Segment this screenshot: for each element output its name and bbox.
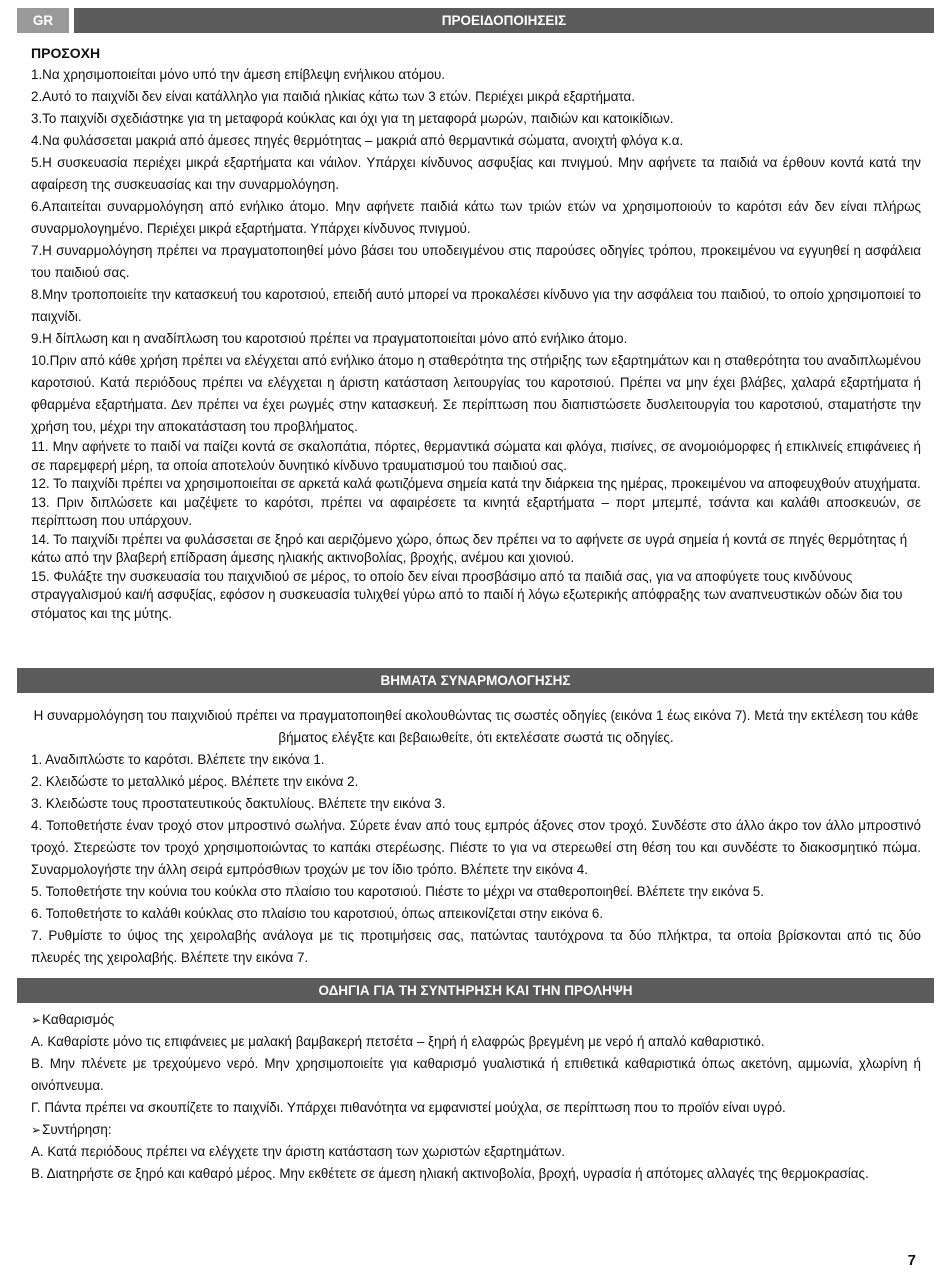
language-tab (17, 8, 69, 33)
warning-item: 1.Να χρησιμοποιείται μόνο υπό την άμεση επίβλεψη ενήλικου ατόμου. (31, 67, 446, 82)
assembly-step: 4. Τοποθετήστε έναν τροχό στον μπροστινό σωλήνα. Σύρετε έναν από τους εμπρός άξονες στον τροχό. Συνδέστε στο άλλο άκρο τον άλλο μπροστινό τροχό. Στερεώστε τον τροχό χρησιμοποιώντας το καπάκι στερέωσης. Πιέστε το για να στερεωθεί στη θέση του και συνδέστε το διακοσμητικό πώμα. Συναρμολογήστε την άλλη σειρά εμπρόσθιων τροχών με τον ίδιο τρόπο. Βλέπετε την εικόνα 4. (31, 818, 921, 877)
assembly-step: 1. Αναδιπλώστε το καρότσι. Βλέπετε την εικόνα 1. (31, 752, 325, 767)
warnings-section (31, 42, 921, 623)
arrow-bullet-icon: ➢ (31, 1123, 42, 1137)
cleaning-heading (31, 1009, 921, 1031)
cleaning-item: Β. Μην πλένετε με τρεχούμενο νερό. Μην χρησιμοποιείτε για καθαρισμό γυαλιστικά ή επιθετικά καθαριστικά όπως ακετόνη, αμμωνία, χλωρίνη ή οινόπνευμα. (31, 1056, 921, 1093)
warning-item: 11. Μην αφήνετε το παιδί να παίζει κοντά σε σκαλοπάτια, πόρτες, θερμαντικά σώματα και φλόγα, πισίνες, σε ανομοιόμορφες ή επικλινείς επιφάνειες ή σε παρεμφερή μέρη, τα οποία αποτελούν δυνητικό κίνδυνο τραυματισμού του παιδιού σας. (31, 439, 921, 473)
upkeep-item: Β. Διατηρήστε σε ξηρό και καθαρό μέρος. Μην εκθέτετε σε άμεση ηλιακή ακτινοβολία, βροχή, υγρασία ή απότομες αλλαγές της θερμοκρασίας. (31, 1166, 869, 1181)
warning-item: 7.Η συναρμολόγηση πρέπει να πραγματοποιηθεί μόνο βάσει του υποδειγμένου στις παρούσες οδηγίες τρόπου, προκειμένου να εγγυηθεί η ασφάλεια του παιδιού σας. (31, 243, 921, 280)
warning-item: 4.Να φυλάσσεται μακριά από άμεσες πηγές θερμότητας – μακριά από θερμαντικά σώματα, ανοιχτή φλόγα κ.α. (31, 133, 684, 148)
warning-item: 3.Το παιχνίδι σχεδιάστηκε για τη μεταφορά κούκλας και όχι για τη μεταφορά μωρών, παιδιών και κατοικίδιων. (31, 111, 674, 126)
upkeep-item: Α. Κατά περιόδους πρέπει να ελέγχετε την άριστη κατάσταση των χωριστών εξαρτημάτων. (31, 1144, 566, 1159)
assembly-step: 3. Κλειδώστε τους προστατευτικούς δακτυλίους. Βλέπετε την εικόνα 3. (31, 796, 446, 811)
warning-item: 13. Πριν διπλώσετε και μαζέψετε το καρότσι, πρέπει να αφαιρέσετε τα κινητά εξαρτήματα – πορτ μπεμπέ, τσάντα και καλάθι αποσκευών, σε περίπτωση που υπάρχουν. (31, 494, 921, 528)
warning-item: 8.Μην τροποποιείτε την κατασκευή του καροτσιού, επειδή αυτό μπορεί να προκαλέσει κίνδυνο για την ασφάλεια του παιδιού, το οποίο χρησιμοποιεί το παιχνίδι. (31, 287, 921, 324)
assembly-step: 7. Ρυθμίστε το ύψος της χειρολαβής ανάλογα με τις προτιμήσεις σας, πατώντας ταυτόχρονα τα δύο πλήκτρα, τα οποία βρίσκονται από τις δύο πλευρές της χειρολαβής. Βλέπετε την εικόνα 7. (31, 928, 921, 965)
upkeep-heading-label: Συντήρηση: (42, 1122, 112, 1137)
assembly-title: ΒΗΜΑΤΑ ΣΥΝΑΡΜΟΛΟΓΗΣΗΣ (380, 673, 571, 688)
assembly-step: 5. Τοποθετήστε την κούνια του κούκλα στο πλαίσιο του καροτσιού. Πιέστε το μέχρι να σταθεροποιηθεί. Βλέπετε την εικόνα 5. (31, 884, 764, 899)
cleaning-item: Α. Καθαρίστε μόνο τις επιφάνειες με μαλακή βαμβακερή πετσέτα – ξηρή ή ελαφρώς βρεγμένη με νερό ή απαλό καθαριστικό. (31, 1034, 765, 1049)
warning-item: 2.Αυτό το παιχνίδι δεν είναι κατάλληλο για παιδιά ηλικίας κάτω των 3 ετών. Περιέχει μικρά εξαρτήματα. (31, 89, 636, 104)
assembly-section (31, 705, 921, 969)
page-header (74, 8, 934, 33)
warning-item: 6.Απαιτείται συναρμολόγηση από ενήλικο άτομο. Μην αφήνετε παιδιά κάτω των τριών ετών να χρησιμοποιούν το καρότσι εάν δεν είναι πλήρως συναρμολογημένο. Περιέχει μικρά εξαρτήματα. Υπάρχει κίνδυνος πνιγμού. (31, 199, 921, 236)
assembly-step: 2. Κλειδώστε το μεταλλικό μέρος. Βλέπετε την εικόνα 2. (31, 774, 359, 789)
maintenance-title: ΟΔΗΓΙΑ ΓΙΑ ΤΗ ΣΥΝΤΗΡΗΣΗ ΚΑΙ ΤΗΝ ΠΡΟΛΗΨΗ (318, 983, 633, 998)
page-number: 7 (907, 1252, 916, 1269)
warnings-heading: ΠΡΟΣΟΧΗ (31, 45, 101, 61)
warning-item: 14. Το παιχνίδι πρέπει να φυλάσσεται σε ξηρό και αεριζόμενο χώρο, όπως δεν πρέπει να το αφήνετε σε υγρά σημεία ή κοντά σε πηγές θερμότητας ή κάτω από την βλαβερή επίδραση άμεσης ηλιακής ακτινοβολίας, βροχής, ανέμου και χιονιού. (31, 531, 908, 565)
warning-item: 5.Η συσκευασία περιέχει μικρά εξαρτήματα και νάιλον. Υπάρχει κίνδυνος ασφυξίας και πνιγμού. Μην αφήνετε τα παιδιά να έρθουν κοντά κατά την αφαίρεση της συσκευασίας και την συναρμολόγηση. (31, 155, 921, 192)
cleaning-heading-label: Καθαρισμός (42, 1012, 115, 1027)
language-label: GR (32, 13, 54, 28)
warning-item: 15. Φυλάξτε την συσκευασία του παιχνιδιού σε μέρος, το οποίο δεν είναι προσβάσιμο από τα παιδιά σας, για να αποφύγετε τους κινδύνους στραγγαλισμού και/ή ασφυξίας, εφόσον η συσκευασία τυλιχθεί γύρω από το παιδί ή λόγω εξωτερικής απόφραξης των αναπνευστικών οδών δια του στόματος και της μύτης. (31, 568, 903, 621)
page-title: ΠΡΟΕΙΔΟΠΟΙΗΣΕΙΣ (441, 13, 567, 28)
upkeep-heading (31, 1119, 921, 1141)
warning-item: 10.Πριν από κάθε χρήση πρέπει να ελέγχεται από ενήλικο άτομο η σταθερότητα της στήριξης των εξαρτημάτων και η σταθερότητα του αναδιπλωμένου καροτσιού. Κατά περιόδους πρέπει να ελέγχεται η άριστη κατάσταση λειτουργίας του καροτσιού. Πρέπει να μην έχει βλάβες, χαλαρά εξαρτήματα ή φθαρμένα εξαρτήματα. Δεν πρέπει να έχει ρωγμές στην κατασκευή. Σε περίπτωση που διαπιστώσετε δυσλειτουργία του καροτσιού, σταματήστε την χρήση του, μέχρι την αποκατάσταση του προβλήματος. (31, 353, 921, 434)
cleaning-item: Γ. Πάντα πρέπει να σκουπίζετε το παιχνίδι. Υπάρχει πιθανότητα να εμφανιστεί μούχλα, σε περίπτωση που το προϊόν είναι υγρό. (31, 1100, 786, 1115)
assembly-step: 6. Τοποθετήστε το καλάθι κούκλας στο πλαίσιο του καροτσιού, όπως απεικονίζεται στην εικόνα 6. (31, 906, 604, 921)
maintenance-section-header (17, 978, 934, 1003)
warning-item: 9.Η δίπλωση και η αναδίπλωση του καροτσιού πρέπει να πραγματοποιείται μόνο από ενήλικο άτομο. (31, 331, 628, 346)
warning-item: 12. Το παιχνίδι πρέπει να χρησιμοποιείται σε αρκετά καλά φωτιζόμενα σημεία κατά την διάρκεια της ημέρας, προκειμένου να αποφευχθούν ατυχήματα. (31, 476, 921, 491)
arrow-bullet-icon: ➢ (31, 1013, 42, 1027)
maintenance-section (31, 1009, 921, 1185)
assembly-section-header (17, 668, 934, 693)
assembly-intro: Η συναρμολόγηση του παιχνιδιού πρέπει να πραγματοποιηθεί ακολουθώντας τις σωστές οδηγίες (εικόνα 1 έως εικόνα 7). Μετά την εκτέλεση του κάθε βήματος ελέγξτε και βεβαιωθείτε, ότι εκτελέσατε σωστά τις οδηγίες. (33, 708, 919, 745)
